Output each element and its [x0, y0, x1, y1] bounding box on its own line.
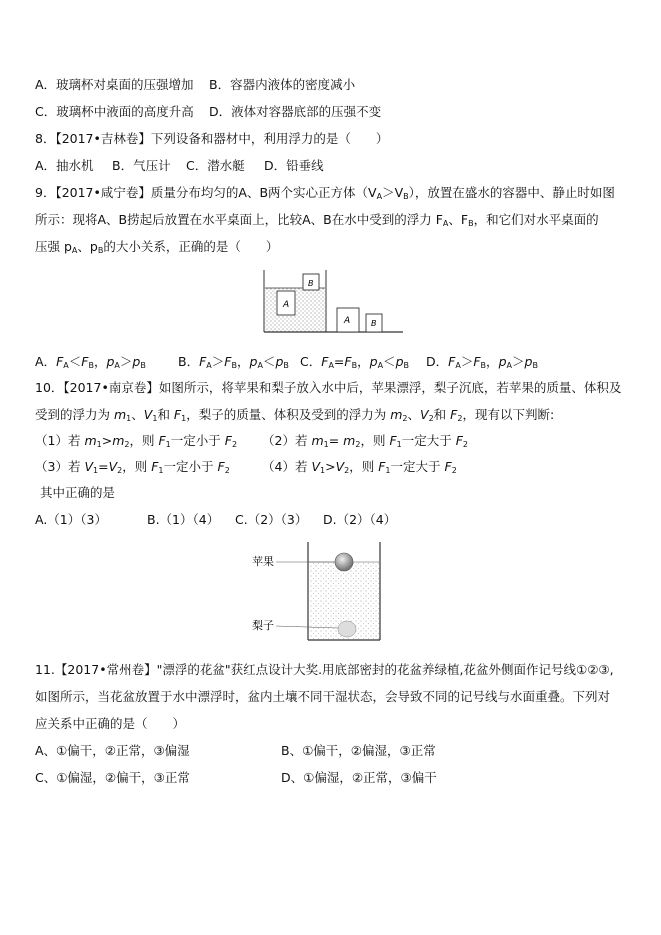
q10-statement-1: （1）若 $m_1>m_2$，则 $F_1$一定小于 $F_2$ — [35, 433, 238, 449]
q7-option-b: B．容器内液体的密度减小 — [209, 77, 356, 92]
cube-b-label-table: B — [371, 319, 377, 328]
q11-stem-line1: 11.【2017•常州卷】"漂浮的花盆"获红点设计大奖.用底部密封的花盆养绿植,花盆外侧面作记号线①②③, — [35, 662, 614, 677]
q10-option-d: D.（2）（4） — [323, 512, 397, 527]
q10-stem-line1: 10．【2017•南京卷】如图所示，将苹果和梨子放入水中后，苹果漂浮，梨子沉底，若苹果的质量、体积及 — [35, 380, 622, 395]
q9-stem-line2: 所示：现将A、B捞起后放置在水平桌面上，比较A、B在水中受到的浮力 $F_A$、$F_B$，和它们对水平桌面的 — [35, 212, 599, 228]
q7-option-a: A．玻璃杯对桌面的压强增加 — [35, 77, 194, 92]
q11-option-b: B、①偏干，②偏湿，③正常 — [281, 743, 436, 758]
pear-shape — [338, 621, 356, 637]
q9-option-d: D．$F_A>F_B$，$p_A>p_B$ — [426, 354, 538, 370]
q8-option-a: A．抽水机 — [35, 158, 94, 173]
q9-option-a: A．$F_A<F_B$，$p_A>p_B$ — [35, 354, 146, 370]
q10-option-b: B.（1）（4） — [147, 512, 220, 527]
q11-option-a: A、①偏干，②正常，③偏湿 — [35, 743, 190, 758]
q10-statement-3: （3）若 $V_1=V_2$，则 $F_1$一定小于 $F_2$ — [35, 459, 230, 475]
q9-stem-line1: 9．【2017•咸宁卷】质量分布均匀的A、B两个实心正方体$(V_A>V_B)$，放置在盛水的容器中、静止时如图 — [35, 185, 615, 201]
q9-option-b: B．$F_A>F_B$，$p_A<p_B$ — [178, 354, 289, 370]
q9-figure — [258, 268, 403, 338]
cube-a-label-table: A — [344, 316, 351, 326]
q11-stem-line2: 如图所示，当花盆放置于水中漂浮时，盆内土壤不同干湿状态，会导致不同的记号线与水面重叠。下列对 — [35, 689, 611, 704]
q10-statement-2: （2）若 $m_1= m_2$，则 $F_1$一定大于 $F_2$ — [262, 433, 469, 449]
q10-figure — [250, 540, 410, 645]
q10-option-a: A.（1）（3） — [35, 512, 107, 527]
q8-stem: 8．【2017•吉林卷】下列设备和器材中，利用浮力的是（ ） — [35, 131, 389, 146]
pear-label: 梨子 — [252, 619, 274, 632]
apple-shape — [335, 553, 353, 571]
q8-option-d: D．铅垂线 — [264, 158, 324, 173]
apple-label: 苹果 — [252, 555, 274, 568]
q9-stem-line3: 压强 $p_A$、$p_B$的大小关系，正确的是（ ） — [35, 239, 279, 255]
q11-option-d: D、①偏湿，②正常，③偏干 — [281, 770, 437, 785]
q7-option-c: C．玻璃杯中液面的高度升高 — [35, 104, 194, 119]
q10-statement-4: （4）若 $V_1>V_2$，则 $F_1$一定大于 $F_2$ — [262, 459, 457, 475]
cube-a-label: A — [283, 300, 290, 310]
q10-correct-prompt: 其中正确的是 — [40, 485, 116, 500]
cube-b-label: B — [308, 279, 314, 288]
q7-option-d: D．液体对容器底部的压强不变 — [209, 104, 382, 119]
q10-option-c: C.（2）（3） — [235, 512, 308, 527]
q11-option-c: C、①偏湿，②偏干，③正常 — [35, 770, 190, 785]
q9-option-c: C．$F_A=F_B$，$p_A<p_B$ — [300, 354, 409, 370]
q8-option-c: C．潜水艇 — [186, 158, 245, 173]
q11-stem-line3: 应关系中正确的是（ ） — [35, 716, 186, 731]
q10-stem-line2: 受到的浮力为 $m_1$、$V_1$和 $F_1$，梨子的质量、体积及受到的浮力为 $m_2$、$V_2$和 $F_2$，现有以下判断: — [35, 407, 555, 423]
q8-option-b: B．气压计 — [112, 158, 171, 173]
